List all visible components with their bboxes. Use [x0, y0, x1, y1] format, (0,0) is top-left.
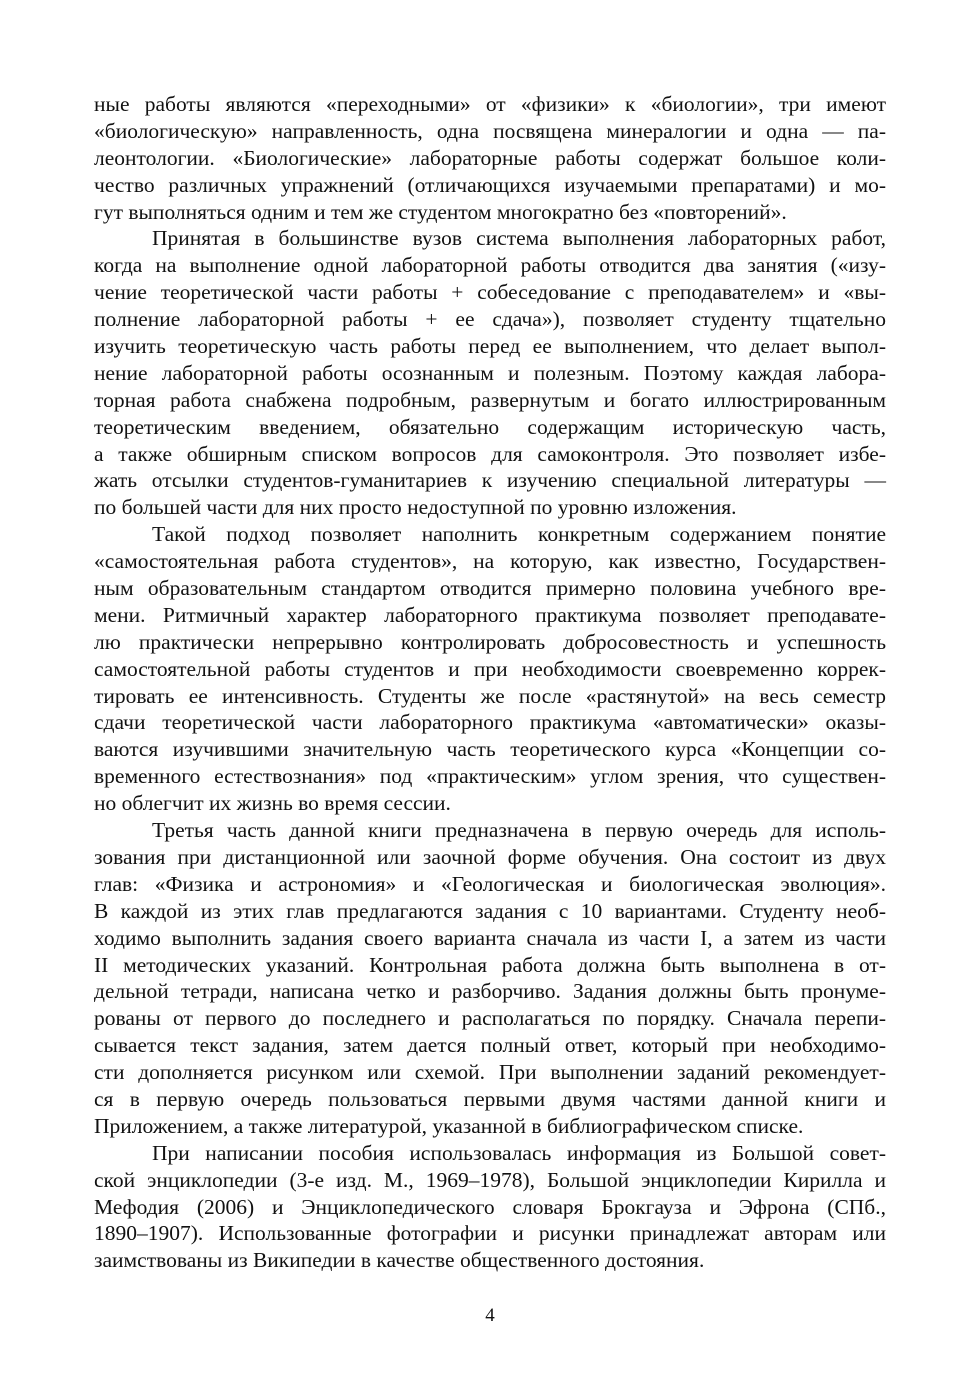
text-line: Принятая в большинстве вузов система выполнения лабораторных работ, — [152, 226, 886, 251]
text-line: Приложением, а также литературой, указанной в библиографическом списке. — [94, 1113, 804, 1138]
text-line: но облегчит их жизнь во время сессии. — [94, 791, 451, 816]
text-line: тировать ее интенсивность. Студенты же после «растянутой» на весь семестр — [94, 683, 886, 708]
paragraph-3 — [94, 521, 886, 817]
text-line: теоретическим введением, обязательно содержащим историческую часть, — [94, 414, 886, 439]
text-line: ные работы являются «переходными» от «физики» к «биологии», три имеют — [94, 92, 886, 116]
text-line: 1890–1907). Использованные фотографии и рисунки принадлежат авторам или — [94, 1221, 886, 1246]
text-line: по большей части для них просто недоступной по уровню изложения. — [94, 495, 737, 520]
text-line: чение теоретической части работы + собеседование с преподавателем» и «вы- — [94, 280, 886, 305]
text-line: зования при дистанционной или заочной форме обучения. Она состоит из двух — [94, 844, 886, 869]
text-line: заимствованы из Википедии в качестве общественного достояния. — [94, 1248, 705, 1273]
text-line: временного естествознания» под «практическим» углом зрения, что существен- — [94, 764, 886, 789]
text-line: чество различных упражнений (отличающихся изучаемыми препаратами) и мо- — [94, 172, 886, 197]
text-line: При написании пособия использовалась информация из Большой совет- — [152, 1140, 886, 1165]
text-line: дельной тетради, написана четко и разборчиво. Задания должны быть пронуме- — [94, 979, 886, 1004]
text-line: когда на выполнение одной лабораторной работы отводится два занятия («изу- — [94, 253, 886, 278]
text-line: II методических указаний. Контрольная работа должна быть выполнена в от- — [94, 952, 886, 977]
text-line: В каждой из этих глав предлагаются задания с 10 вариантами. Студенту необ- — [94, 898, 886, 923]
text-line: полнение лабораторной работы + ее сдача»), позволяет студенту тщательно — [94, 307, 886, 332]
text-line: нение лабораторной работы осознанным и полезным. Поэтому каждая лабора- — [94, 360, 886, 385]
text-line: лю практически непрерывно контролировать добросовестность и успешность — [94, 629, 886, 654]
text-line: ным образовательным стандартом отводится примерно половина учебного вре- — [94, 576, 886, 601]
text-line: Такой подход позволяет наполнить конкретным содержанием понятие — [152, 522, 886, 547]
text-line: глав: «Физика и астрономия» и «Геологическая и биологическая эволюция». — [94, 871, 886, 896]
text-line: гут выполняться одним и тем же студентом многократно без «повторений». — [94, 199, 787, 224]
paragraph-5 — [94, 1140, 886, 1274]
text-line: леонтологии. «Биологические» лабораторные работы содержат большое коли- — [94, 145, 886, 170]
text-line: сдачи теоретической части лабораторного практикума «автоматически» оказы- — [94, 710, 886, 735]
page-body — [94, 91, 886, 1274]
text-line: Мефодия (2006) и Энциклопедического словаря Брокгауза и Эфрона (СПб., — [94, 1194, 886, 1219]
text-line: сти дополняется рисунком или схемой. При выполнении заданий рекомендует- — [94, 1060, 886, 1085]
text-line: ваются изучившими значительную часть теоретического курса «Концепции со- — [94, 737, 886, 762]
text-line: торная работа снабжена подробным, развернутым и богато иллюстрированным — [94, 387, 886, 412]
page-number: 4 — [485, 1305, 495, 1326]
text-line: ходимо выполнить задания своего варианта сначала из части I, а затем из части — [94, 925, 886, 950]
paragraph-4 — [94, 817, 886, 1140]
text-line: жать отсылки студентов-гуманитариев к изучению специальной литературы — — [94, 468, 886, 493]
paragraph-1 — [94, 91, 886, 225]
text-line: самостоятельной работы студентов и при необходимости своевременно коррек- — [94, 656, 886, 681]
paragraph-2 — [94, 225, 886, 521]
text-line: «биологическую» направленность, одна посвящена минералогии и одна — па- — [94, 118, 886, 143]
text-line: изучить теоретическую часть работы перед ее выполнением, что делает выпол- — [94, 334, 886, 359]
text-line: а также обширным списком вопросов для самоконтроля. Это позволяет избе- — [94, 441, 886, 466]
text-line: Третья часть данной книги предназначена в первую очередь для исполь- — [152, 818, 886, 843]
text-line: ся в первую очередь пользоваться первыми двумя частями данной книги и — [94, 1086, 886, 1111]
text-line: сывается текст задания, затем дается полный ответ, который при необходимо- — [94, 1033, 886, 1058]
text-line: мени. Ритмичный характер лабораторного практикума позволяет преподавате- — [94, 602, 886, 627]
text-line: ской энциклопедии (3-е изд. М., 1969–1978), Большой энциклопедии Кирилла и — [94, 1167, 886, 1192]
text-line: рованы от первого до последнего и располагаться по порядку. Сначала перепи- — [94, 1006, 886, 1031]
text-line: «самостоятельная работа студентов», на которую, как известно, Государствен- — [94, 549, 886, 574]
